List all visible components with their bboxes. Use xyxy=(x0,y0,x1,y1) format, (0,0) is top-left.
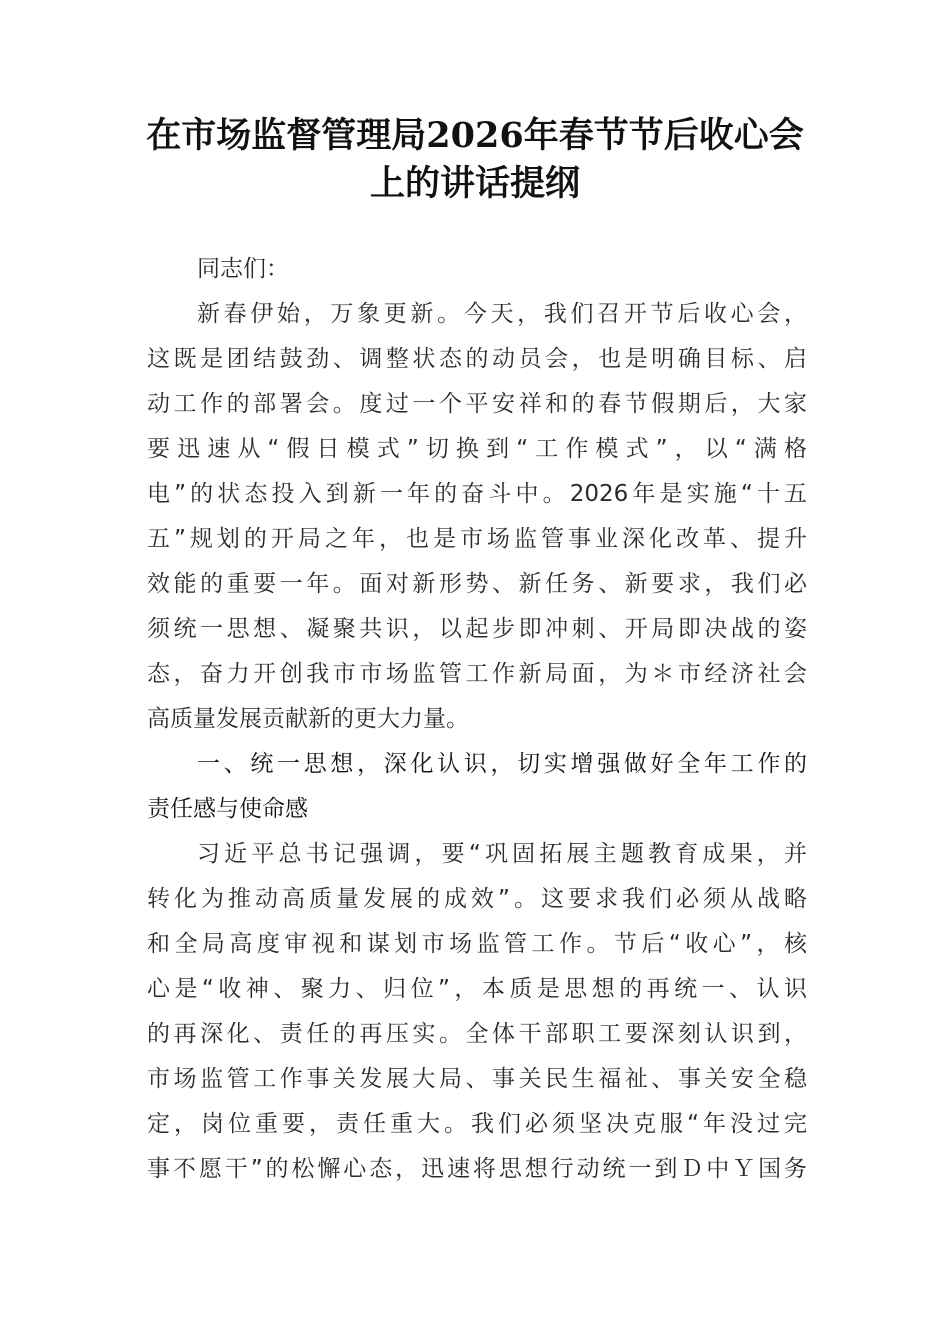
paragraph-line: 习近平总书记强调，要“巩固拓展主题教育成果，并 xyxy=(197,841,807,867)
paragraph-line: 心是“收神、聚力、归位”，本质是思想的再统一、认识 xyxy=(147,976,807,1002)
paragraph-line: 要迅速从“假日模式”切换到“工作模式”，以“满格 xyxy=(147,436,807,462)
paragraph-opening xyxy=(147,292,807,742)
paragraph-line: 新春伊始，万象更新。今天，我们召开节后收心会， xyxy=(197,301,807,327)
heading-line: 一、统一思想，深化认识，切实增强做好全年工作的 xyxy=(197,751,807,777)
paragraph-line: 高质量发展贡献新的更大力量。 xyxy=(147,706,469,732)
paragraph-line: 态，奋力开创我市市场监管工作新局面，为＊市经济社会 xyxy=(147,661,807,687)
section-heading-1 xyxy=(147,742,807,832)
title-line-1: 在市场监督管理局2026年春节节后收心会 xyxy=(146,115,804,156)
paragraph-line: 定，岗位重要，责任重大。我们必须坚决克服“年没过完 xyxy=(147,1111,807,1137)
paragraph-line: 的再深化、责任的再压实。全体干部职工要深刻认识到， xyxy=(147,1021,807,1047)
title-line-2: 上的讲话提纲 xyxy=(369,163,580,204)
paragraph-line: 这既是团结鼓劲、调整状态的动员会，也是明确目标、启 xyxy=(147,346,807,372)
paragraph-line: 须统一思想、凝聚共识，以起步即冲刺、开局即决战的姿 xyxy=(147,616,807,642)
salutation: 同志们： xyxy=(197,256,289,282)
paragraph-line: 动工作的部署会。度过一个平安祥和的春节假期后，大家 xyxy=(147,391,807,417)
paragraph-line: 和全局高度审视和谋划市场监管工作。节后“收心”，核 xyxy=(147,931,807,957)
paragraph-line: 转化为推动高质量发展的成效”。这要求我们必须从战略 xyxy=(147,886,807,912)
paragraph-line: 市场监管工作事关发展大局、事关民生福祉、事关安全稳 xyxy=(147,1066,807,1092)
paragraph-line: 五”规划的开局之年，也是市场监管事业深化改革、提升 xyxy=(147,526,807,552)
document-body xyxy=(147,247,807,1192)
document-title xyxy=(130,112,820,208)
paragraph-section-1 xyxy=(147,832,807,1192)
heading-line: 责任感与使命感 xyxy=(147,796,308,822)
paragraph-line: 效能的重要一年。面对新形势、新任务、新要求，我们必 xyxy=(147,571,807,597)
paragraph-line: 电”的状态投入到新一年的奋斗中。2026年是实施“十五 xyxy=(147,481,807,507)
paragraph-line: 事不愿干”的松懈心态，迅速将思想行动统一到Ｄ中Ｙ国务 xyxy=(147,1156,807,1182)
